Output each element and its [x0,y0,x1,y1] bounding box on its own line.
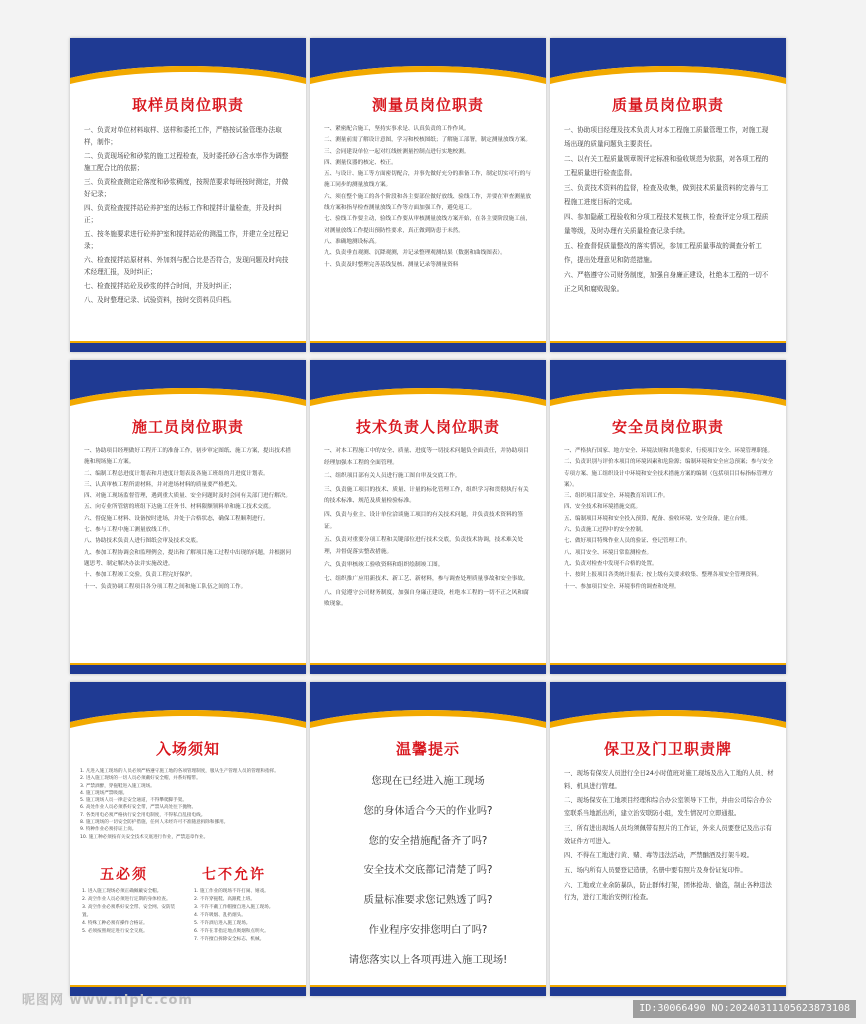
list-item: 五、与设计、施工等方面密切配合，并事先做好充分的准备工作，制定切实可行的与施工同步的测量放线方案。 [324,171,531,189]
list-item: 九、负责对检查中发现不合格的处置。 [564,560,658,567]
board-footer-band [550,663,786,674]
list-item: 四、负责与业主、设计单位洽谈施工项目的有关技术问题，并负责技术资料的签证。 [324,511,524,530]
list-item: 八、及时整理记录、试验资料，按时交资料员归档。 [84,296,236,304]
board-header-decoration [70,360,306,420]
board-footer-band [310,985,546,996]
list-item: 五、负责对重要分项工程和关键部位进行技术交底，负责技术协调，技术难关处理，并督促落实整改措施。 [324,537,524,555]
duty-list [84,124,294,308]
list-item: 八、项目安全、环境日常监测检查。 [564,549,653,556]
list-item: 七、检查搅拌站砼及砂浆的拌合时间，并及时纠正； [84,282,236,290]
list-item: 十一、负责协调工程项目各分项工程之间和施工队伍之间的工作。 [84,583,247,590]
board-title: 安全员岗位职责 [611,418,724,436]
tips-list [310,774,546,983]
list-item: 二、测量前需了解设计意图，学习和校核图纸；了解施工部署，制定测量放线方案。 [324,137,531,144]
list-item: 六、负责施工过程中的安全控制。 [564,527,647,534]
list-item: 二、现场保安在工地项目经理和综合办公室领导下工作，并由公司综合办公室联系当地派出所，建立治安联防小组，发生情况可立即通报。 [564,797,772,818]
list-item: 六、须在整个施工的各个阶段和各主要部位做好放线、验线工作，并要在审查测量放线方案和指导检查测量放线工作等方面加强工作，避免返工。 [324,193,531,212]
list-item: 六、工地或立业余防暴队，防止群体打架，团体抢劫、偷盗，制止各种违法行为，进行工地治安例行检查。 [564,881,772,902]
list-item: 二、负责识别与评价本项目的环境因素和危险源；编制环境和安全应急预案；参与安全专项方案、施工组织设计中环境和安全技术措施方案的编制（包括项目目标指标管理方案）。 [564,459,774,488]
list-item: 1. 施工作业的现场不许打闹、嬉戏。 [194,889,269,894]
board-title: 施工员岗位职责 [131,418,244,436]
duty-list [564,768,774,907]
board-footer-band [550,341,786,352]
site-watermark: 昵图网 www.nipic.com [22,993,193,1008]
board-header-decoration [70,38,306,98]
list-item: 作业程序安排您明白了吗? [368,923,488,936]
list-item: 三、认真审核工程所需材料，并对进场材料的质量要严格把关。 [84,481,241,488]
board-footer-band [70,663,306,674]
duty-list [324,446,534,613]
board-title: 技术负责人岗位职责 [355,418,500,436]
list-item: 五、检查督促质量整改的落实情况，参加工程质量事故的调查分析工作，提出处理意见和防范措施。 [564,242,762,264]
list-item: 3. 高空作业必须系好安全带、安全网、安防装置。 [82,905,176,918]
list-item: 6. 高处作业人员必须系好安全带，严禁从高处往下抛物。 [80,805,197,811]
board-safety [550,360,786,674]
board-title: 入场须知 [155,740,220,758]
list-item: 4. 特殊工种必须有操作合格证。 [82,921,148,926]
board-title: 取样员岗位职责 [131,96,244,114]
list-item: 九、参加工程协调会和监理例会，提出和了解项目施工过程中出现的问题，并根据问题思考、制定解决办法并实施改进。 [84,549,291,567]
duty-list [84,446,294,593]
list-item: 四、不得在工地进行黄、赌、毒等违法活动，严禁酗酒及打架斗殴。 [564,852,753,860]
list-item: 四、测量仪器的核定、校正。 [324,159,397,166]
list-item: 质量标准要求您记熟透了吗? [363,894,493,907]
board-header-decoration [550,360,786,420]
list-item: 三、所有进出现场人员均须佩带有照片的工作证，外来人员要登记及出示有效证件方可进入。 [564,824,772,845]
list-item: 10. 施工种必须按有关安全技术交底进行作业，严禁违章作业。 [80,834,209,840]
must-not-title: 七不允许 [202,867,266,883]
list-item: 9. 特种作业必须持证上岗。 [80,827,137,833]
list-item: 九、负责垂直观测、沉降观测，并记录整理观测结果（数据和曲线图表）。 [324,250,506,257]
list-item: 2. 进入施工现场的一切人员必须戴好安全帽，并系好帽带。 [80,776,201,782]
list-item: 七、做好项目特殊作业人员的验证、登记管理工作。 [564,538,691,545]
board-guard [550,682,786,996]
list-item: 六、严格遵守公司财务制度，加强自身廉正建设，杜绝本工程的一切不正之风和腐败现象。 [564,271,769,293]
list-item: 您的身体适合今天的作业吗? [363,804,493,817]
list-item: 六、负责审核竣工验收资料和组织绘制竣工图。 [324,562,444,569]
list-item: 5. 不许酒后进入施工现场。 [194,921,251,926]
board-surveyor [310,38,546,352]
list-item: 一、负责对单位材料取样、送样和委托工作，严格按试验管理办法取样，制作； [84,126,282,146]
list-item: 二、编制工程总进度计划表和月进度计划表及各施工班组的月进度计划表。 [84,470,269,477]
list-item: 1. 凡进入施工现场的人员必须严格遵守施工地的各项管理制度，服从生产管理人员的管理和指挥。 [80,769,279,774]
list-item: 一、协助项目经理做好工程开工的准备工作，初步审定图纸、施工方案，提出技术措施和现场施工方案。 [84,448,291,466]
list-item: 三、负责施工项目的技术、质量、计量的标化管理工作，组织学习和贯彻执行有关的技术标准、规范及质量检验标准。 [324,486,529,505]
board-footer-band [310,341,546,352]
list-item: 4. 不许吸烟、乱扔烟头。 [194,913,246,918]
list-item: 2. 高空作业人员必须进行定期的身体检查。 [82,897,171,902]
list-item: 八、自觉遵守公司财务制度，加强自身廉正建设，杜绝本工程的一切不正之风和腐败现象。 [324,589,529,608]
list-item: 六、检查搅拌站原材料、外加剂与配合比是否符合，发现问题及时向技术经理汇报，及时纠正； [84,256,289,276]
list-item: 1. 进入施工现场必须正确佩戴安全帽。 [82,889,162,894]
list-item: 一、紧密配合施工，坚持实事求是、认真负责的工作作风。 [324,126,470,132]
board-footer-band [550,985,786,996]
list-item: 3. 严禁酒醉，穿拖鞋进入施工现场。 [80,783,155,789]
list-item: 一、协助项目经理及技术负责人对本工程施工质量管理工作，对施工现场出现的质量问题负主要责任。 [564,126,769,148]
list-item: 十一、参加项目安全、环境事件的调查和处理。 [564,583,680,590]
list-item: 五、向专业所管辖的班组下达施工任务书、材料限额领料单和施工技术交底。 [84,504,275,511]
list-item: 四、安全技术和环境措施交底。 [564,504,642,511]
must-title: 五必须 [100,867,148,883]
list-item: 五、编制项目环境和安全投入预算，配备、验收环境、安全设备，建立台账。 [564,515,752,522]
list-item: 七、验线工作要主动，验线工作要从审核测量放线方案开始，在各主要阶段施工前，对测量放线工作提出预防性要求，真正做到防患于未然。 [324,216,531,234]
list-item: 八、准确地测设标高。 [324,238,380,245]
list-item: 4. 施工现场严禁吸烟。 [80,790,128,796]
board-quality [550,38,786,352]
board-title: 测量员岗位职责 [371,96,484,114]
image-id-watermark: ID:30066490 NO:20240311105623873108 [633,1000,856,1018]
board-header-decoration [310,38,546,98]
board-header-decoration [550,38,786,98]
list-item: 7. 各类用电必须严格执行安全用电制度，不得私自乱接电线。 [80,812,206,818]
duty-list [564,124,774,298]
duty-list [564,446,774,593]
list-item: 十、参加工程竣工交验，负责工程完好保护。 [84,572,196,579]
board-header-decoration [310,360,546,420]
list-item: 一、对本工程施工中的安全、质量、进度等一切技术问题负全面责任，并协助项目经理加强本工程的全面管理。 [324,448,529,466]
board-tips [310,682,546,996]
board-footer-band [310,663,546,674]
board-header-decoration [310,682,546,742]
list-item: 安全技术交底都记清楚了吗? [363,864,493,877]
list-item: 二、负责现场砼和砂浆的施工过程检查，及时委托砂石含水率作为调整施工配合比的依据； [84,152,289,172]
list-item: 一、严格执行国家、地方安全、环境法规和其他要求，行使项目安全、环境管理职能。 [564,448,774,454]
board-header-decoration [70,682,306,742]
list-item: 请您落实以上各项再进入施工现场! [348,953,508,966]
list-item: 二、以有关工程质量规章规评定标准和验收规范为依据，对各项工程的工程质量进行检查监督。 [564,155,769,177]
list-item: 7. 不许擅自拆除安全标志、机械。 [194,937,265,942]
list-item: 六、督促施工材料、设备按时进场，并处于合格状态，确保工程顺利进行。 [84,515,269,522]
board-entry-notice [70,682,306,996]
board-footer-band [70,341,306,352]
notice-list [80,768,296,841]
list-item: 七、组织推广应用新技术、新工艺、新材料，参与调查处理质量事故和安全事故。 [324,575,529,582]
list-item: 十、按时上报项目各类统计报表；按上级有关要求收集、整理各项安全管理资料。 [564,572,763,579]
board-constructor [70,360,306,674]
list-item: 三、负责技术资料的监督，检查及收集，做到技术质量资料的完善与工程施工进度目标的完成。 [564,184,769,206]
list-item: 6. 不许在非指定地点吸烟和点明火。 [194,929,269,934]
list-item: 五、场内所有人员要登记造册，名册中要有照片及身份证复印件。 [564,866,747,874]
board-tech-lead [310,360,546,674]
board-title: 质量员岗位职责 [611,96,724,114]
list-item: 四、负责检查搅拌站砼养护室的达标工作和搅拌计量检查，并及时纠正； [84,204,282,224]
board-title: 保卫及门卫职责牌 [603,740,732,758]
list-item: 您的安全措施配备齐了吗? [368,834,488,847]
list-item: 七、参与工程中施工测量放线工作。 [84,527,174,534]
list-item: 您现在已经进入施工现场 [371,775,485,787]
list-item: 十、负责及时整理完善基线复核、测量记录等测量资料 [324,261,459,268]
list-item: 二、组织项目部有关人员进行施工图自审及交底工作。 [324,473,461,480]
list-item: 一、现场有保安人员进行全日24小时值班对施工现场及出入工地的人员、材料、机具进行管理。 [564,770,774,790]
list-item: 三、组织项目部安全、环境教育培训工作。 [564,493,669,500]
list-item: 八、协助技术负责人进行图纸会审及技术交底。 [84,538,202,545]
list-item: 四、对施工现场监督管理，遇到重大质量、安全问题时及时会同有关部门进行解决。 [84,493,291,500]
must-list [82,888,182,936]
list-item: 四、参加隐蔽工程验收和分项工程技术复核工作，检查评定分项工程质量等级，及时办理有关质量检查记录手续。 [564,213,769,235]
list-item: 2. 不许穿拖鞋、高跟鞋上班。 [194,897,255,902]
duty-list [324,124,534,271]
must-not-list [194,888,296,944]
list-item: 三、负责检查测定砼落度和砂浆稠度，按规范要求每班按时测定，并做好记录； [84,178,289,198]
list-item: 5. 施工现场人员一律走安全通道，不得攀爬脚手架。 [80,798,187,804]
board-header-decoration [550,682,786,742]
list-item: 8. 施工现场的一切安全防护措施，任何人未经许可不准随意拆除和挪用。 [80,820,229,826]
board-title: 温馨提示 [395,740,460,758]
list-item: 5. 必须按照规定进行安全交底。 [82,929,148,934]
list-item: 三、会同建设单位一起对红线桩测量控制点进行实地校测。 [324,148,470,155]
board-sampler [70,38,306,352]
list-item: 五、按冬施要求进行砼养护室和搅拌站砼的测温工作，并建立全过程记录； [84,230,289,250]
list-item: 3. 不许不戴工作帽擅自进入施工现场。 [194,905,274,910]
